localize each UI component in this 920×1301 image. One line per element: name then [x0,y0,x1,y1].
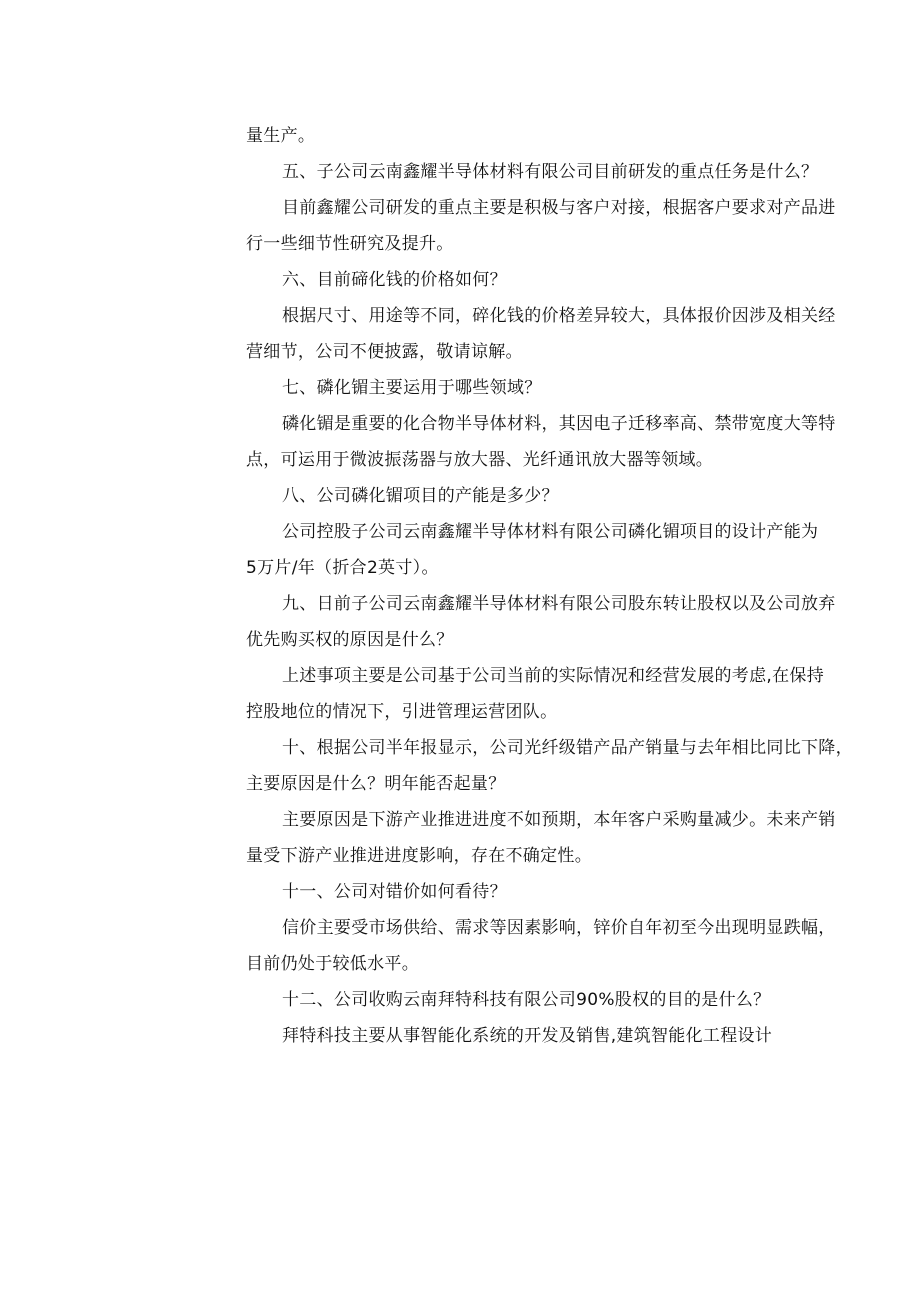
text-line: 量生产。 [246,126,316,146]
text-line: 目前仍处于较低水平。 [246,954,419,974]
answer-line: 拜特科技主要从事智能化系统的开发及销售,建筑智能化工程设计 [282,1026,773,1046]
text-line: 点，可运用于微波振荡器与放大器、光纤通讯放大器等领域。 [246,450,714,470]
text-line: 量受下游产业推进进度影响，存在不确定性。 [246,846,592,866]
document-body [246,118,853,1054]
question-line: 十、根据公司半年报显示，公司光纤级错产品产销量与去年相比同比下降， [282,738,853,758]
text-line: 优先购买权的原因是什么？ [246,630,454,650]
text-line: 主要原因是什么？明年能否起量？ [246,774,506,794]
answer-line: 信价主要受市场供给、需求等因素影响，锌价自年初至今出现明显跌幅， [282,918,836,938]
text-line: 行一些细节性研究及提升。 [246,234,454,254]
question-line: 八、公司磷化镅项目的产能是多少？ [282,486,559,506]
question-line: 六、目前碲化钱的价格如何？ [282,270,507,290]
question-line: 五、子公司云南鑫耀半导体材料有限公司目前研发的重点任务是什么？ [282,162,819,182]
question-line: 十一、公司对错价如何看待？ [282,882,507,902]
answer-line: 磷化镅是重要的化合物半导体材料，其因电子迁移率高、禁带宽度大等特 [282,414,836,434]
question-line: 七、磷化镅主要运用于哪些领域？ [282,378,542,398]
answer-line: 根据尺寸、用途等不同，碎化钱的价格差异较大，具体报价因涉及相关经 [282,306,836,326]
text-line: 5万片/年（折合2英寸）。 [246,558,439,578]
answer-line: 目前鑫耀公司研发的重点主要是积极与客户对接，根据客户要求对产品进 [282,198,836,218]
question-line: 九、日前子公司云南鑫耀半导体材料有限公司股东转让股权以及公司放弃 [282,594,836,614]
text-line: 控股地位的情况下，引进管理运营团队。 [246,702,558,722]
text-line: 营细节，公司不便披露，敬请谅解。 [246,342,523,362]
question-line: 十二、公司收购云南拜特科技有限公司90%股权的目的是什么？ [282,990,771,1010]
answer-line: 公司控股子公司云南鑫耀半导体材料有限公司磷化镅项目的设计产能为 [282,522,819,542]
answer-line: 主要原因是下游产业推进进度不如预期，本年客户采购量减少。未来产销 [282,810,836,830]
answer-line: 上述事项主要是公司基于公司当前的实际情况和经营发展的考虑,在保持 [282,666,825,686]
